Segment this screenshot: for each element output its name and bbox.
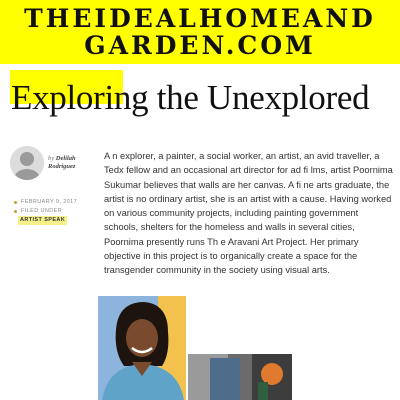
author-prefix: by bbox=[48, 155, 55, 162]
avatar[interactable] bbox=[10, 146, 44, 180]
article-body: A n explorer, a painter, a social worker, an artist, an avid traveller, a Tedx fellow and an occasional art director for ad fi lms, artist Poornima Sukumar believes that walls are her canvas. A fi ne arts graduate, the artist is no ordinary artist, she is an artist with a cause. Having worked on various community projects, including painting government schools, shelters for the homeless and walls in several cities, Poornima presently runs Th e Aravani Art Project. Her primary objective in this project is to organically create a space for the transgender community in the society using visual arts. bbox=[104, 151, 393, 276]
filed-under-row bbox=[14, 207, 89, 216]
dot-bullet-icon bbox=[14, 201, 17, 204]
default-user-avatar-icon bbox=[10, 146, 44, 180]
site-name-line-1: THEIDEALHOMEAND bbox=[24, 4, 376, 33]
site-banner[interactable] bbox=[0, 0, 400, 64]
post-date-row bbox=[14, 198, 89, 207]
site-name-line-2: GARDEN.COM bbox=[84, 31, 316, 60]
post-meta bbox=[14, 198, 89, 225]
mural-photo bbox=[188, 354, 292, 400]
filed-under-label: FILED UNDER: bbox=[21, 208, 64, 214]
artist-photo bbox=[98, 296, 186, 400]
dot-bullet-icon bbox=[14, 210, 17, 213]
author-name[interactable]: Delilah Rodriguez bbox=[48, 155, 76, 170]
post-title[interactable]: Exploring the Unexplored bbox=[11, 78, 370, 117]
category-tag[interactable]: ARTIST SPEAK bbox=[20, 217, 66, 223]
category-row bbox=[14, 216, 89, 225]
mural-image bbox=[188, 354, 292, 400]
artist-portrait-image bbox=[98, 296, 186, 400]
author-byline bbox=[48, 155, 88, 171]
post-date: FEBRUARY 9, 2017 bbox=[21, 199, 78, 205]
